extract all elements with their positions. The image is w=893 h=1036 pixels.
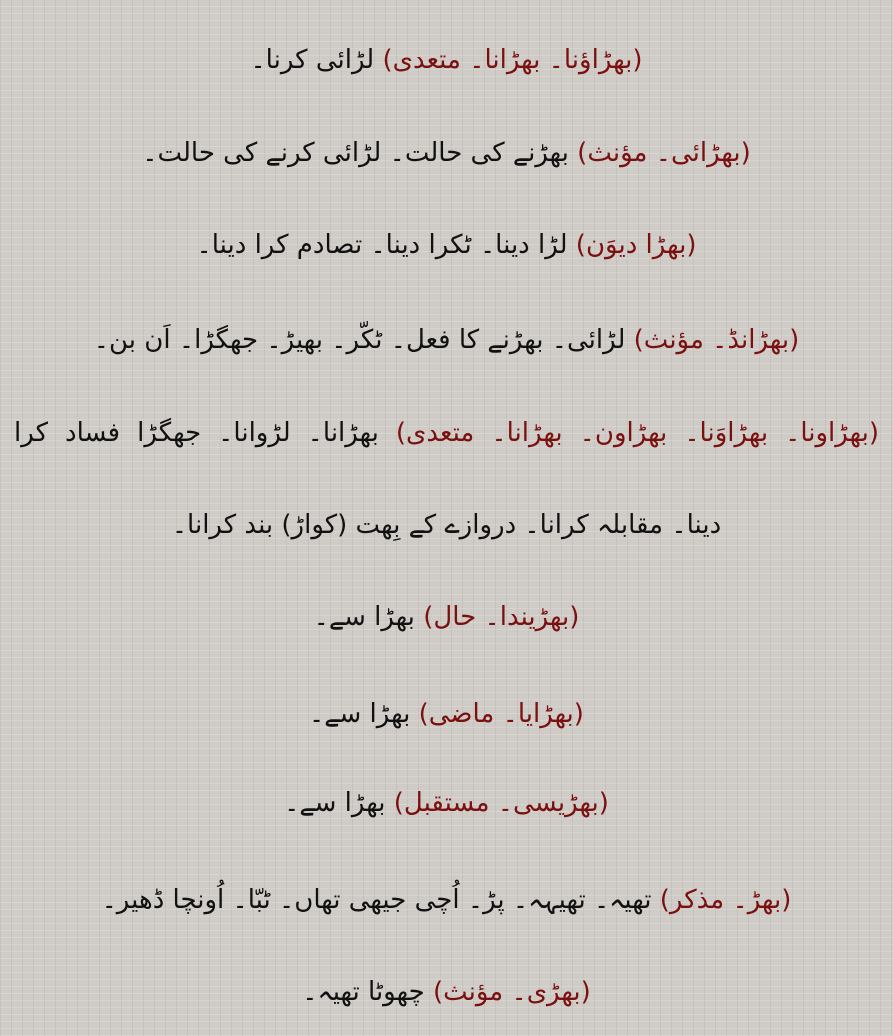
entry-definition: لڑائی کرنا۔ <box>250 45 375 75</box>
entry-line <box>0 40 893 80</box>
entry-term: (بھڑیندا۔ حال) <box>423 602 580 632</box>
entry-term: (بھڑیسی۔ مستقبل) <box>393 788 609 818</box>
entry-term: (بھڑی۔ مؤنث) <box>432 977 591 1007</box>
entry-term: (بھڑائی۔ مؤنث) <box>577 138 751 168</box>
entry-line <box>0 783 893 823</box>
entry-term: (بھڑاؤنا۔ بھڑانا۔ متعدی) <box>382 45 643 75</box>
entry-definition: بھڑا سے۔ <box>284 788 386 818</box>
entry-term: (بھڑایا۔ ماضی) <box>418 699 584 729</box>
entry-definition: بھڑانا۔ لڑوانا۔ جھگڑا فساد کرا <box>14 418 379 448</box>
entry-term: (بھڑ۔ مذکر) <box>659 885 792 915</box>
entry-continuation-line <box>0 505 893 545</box>
entry-line <box>14 413 879 453</box>
entry-line <box>0 597 893 637</box>
entry-term: (بھڑاونا۔ بھڑاوَنا۔ بھڑاون۔ بھڑانا۔ متعدی) <box>395 418 879 448</box>
entry-term: (بھڑانڈ۔ مؤنث) <box>633 325 800 355</box>
entry-line <box>0 880 893 920</box>
entry-definition: لڑائی۔ بھڑنے کا فعل۔ ٹکّر۔ بھیڑ۔ جھگڑا۔ اَن بن۔ <box>93 325 626 355</box>
entry-line <box>0 320 893 360</box>
entry-term: (بھڑا دیوَن) <box>575 230 697 260</box>
entry-line <box>0 972 893 1012</box>
entry-definition-continuation: دینا۔ مقابلہ کرانا۔ دروازے کے بِھت (کواڑ) بند کرانا۔ <box>171 510 722 540</box>
entry-definition: لڑا دینا۔ ٹکرا دینا۔ تصادم کرا دینا۔ <box>196 230 568 260</box>
entry-line <box>0 694 893 734</box>
entry-definition: بھڑنے کی حالت۔ لڑائی کرنے کی حالت۔ <box>142 138 569 168</box>
entry-line <box>0 225 893 265</box>
entry-definition: تھیہ۔ تھیہہ۔ پڑ۔ اُچی جیھی تھاں۔ ٹبّا۔ اُونچا ڈھیر۔ <box>101 885 652 915</box>
entry-definition: چھوٹا تھیہ۔ <box>302 977 425 1007</box>
entry-definition: بھڑا سے۔ <box>313 602 415 632</box>
entry-definition: بھڑا سے۔ <box>309 699 411 729</box>
entry-line <box>0 133 893 173</box>
